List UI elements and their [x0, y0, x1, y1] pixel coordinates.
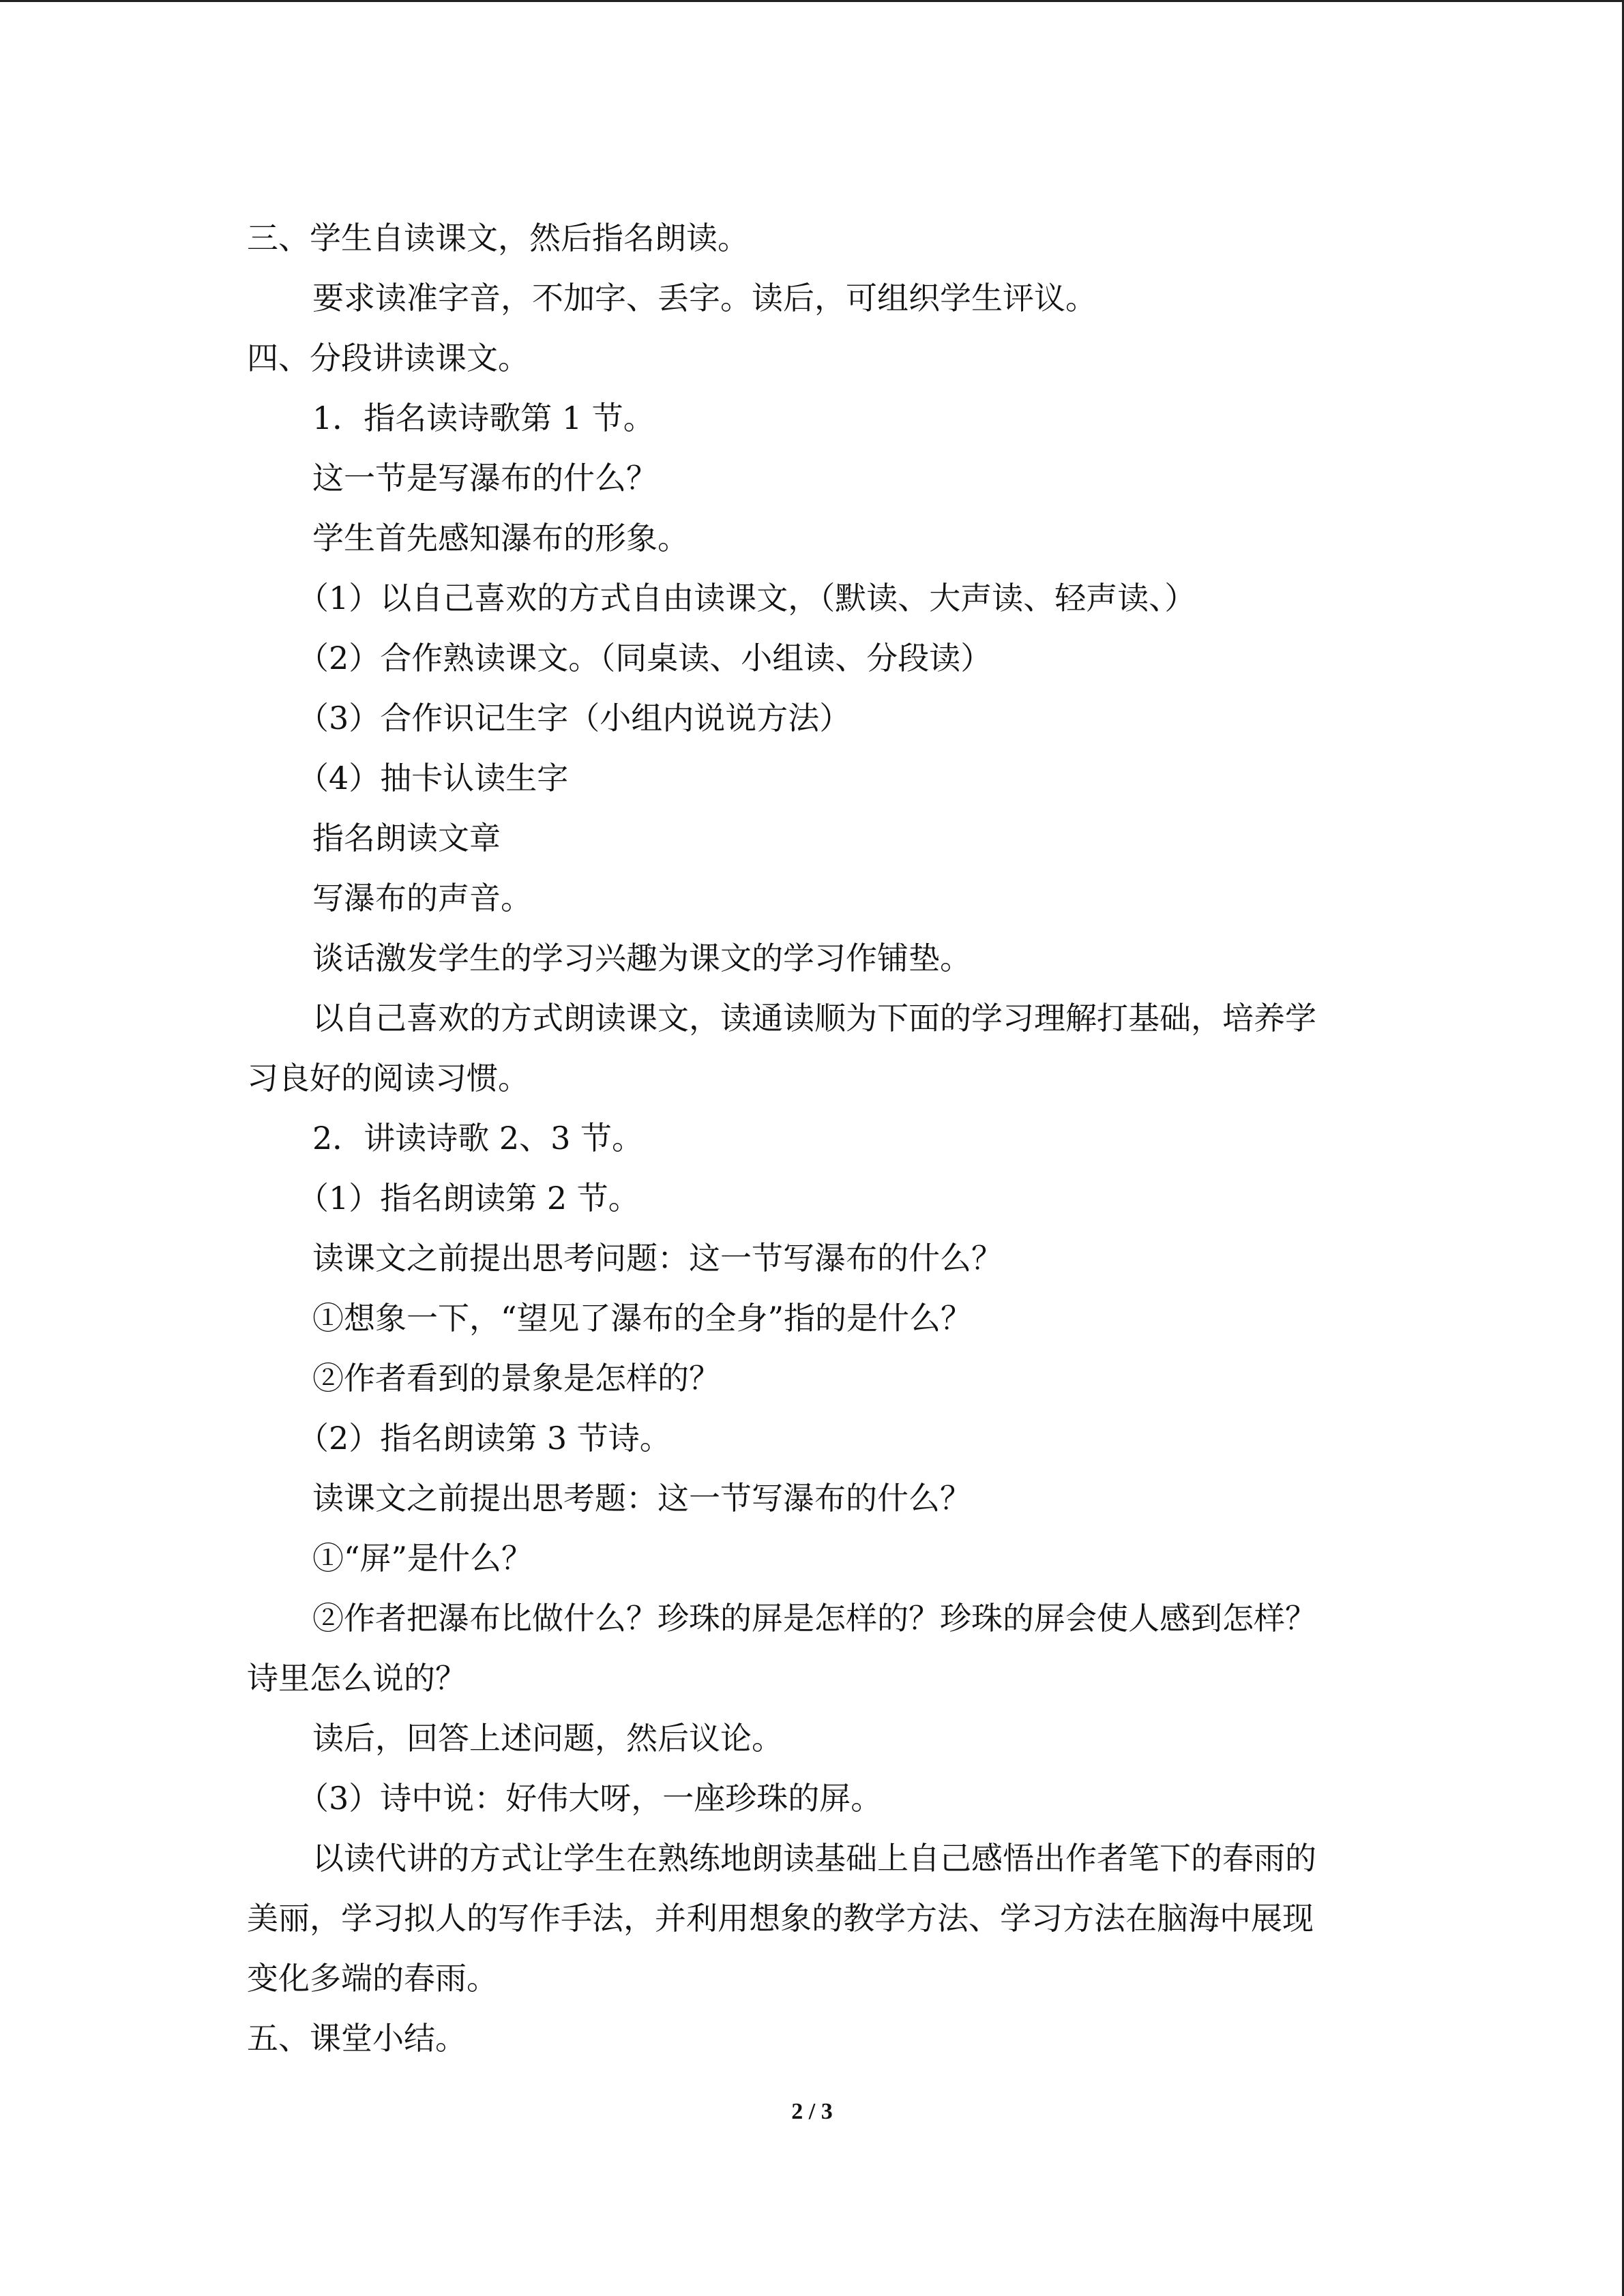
page-number: 2 / 3 [791, 2099, 833, 2124]
text-line: 写瀑布的声音。 [312, 880, 532, 916]
text-line: （1）以自己喜欢的方式自由读课文，（默读、大声读、轻声读、） [297, 580, 1196, 616]
text-line: ①“屏”是什么？ [312, 1540, 533, 1577]
text-line: 美丽，学习拟人的写作手法，并利用想象的教学方法、学习方法在脑海中展现 [247, 1900, 1314, 1937]
text-line: （1）指名朗读第 2 节。 [297, 1180, 640, 1217]
text-line: （3）合作识记生字（小组内说说方法） [297, 700, 851, 736]
text-line: 习良好的阅读习惯。 [247, 1060, 529, 1097]
text-line: （4）抽卡认读生字 [297, 760, 569, 796]
text-line: ①想象一下，“望见了瀑布的全身”指的是什么？ [312, 1300, 973, 1337]
text-line: 以自己喜欢的方式朗读课文，读通读顺为下面的学习理解打基础，培养学 [312, 1000, 1316, 1037]
text-line: 2．讲读诗歌 2、3 节。 [312, 1120, 644, 1157]
text-line: 读后，回答上述问题，然后议论。 [312, 1720, 783, 1757]
text-line: 四、分段讲读课文。 [247, 340, 529, 376]
text-line: 以读代讲的方式让学生在熟练地朗读基础上自己感悟出作者笔下的春雨的 [312, 1840, 1316, 1877]
text-line: 读课文之前提出思考题：这一节写瀑布的什么？ [312, 1480, 971, 1517]
text-line: （2）合作熟读课文。（同桌读、小组读、分段读） [297, 640, 992, 676]
document-body [247, 208, 1365, 2068]
text-line: 谈话激发学生的学习兴趣为课文的学习作铺垫。 [312, 940, 971, 976]
text-line: 读课文之前提出思考问题：这一节写瀑布的什么？ [312, 1240, 1003, 1277]
text-line: （3）诗中说：好伟大呀，一座珍珠的屏。 [297, 1780, 883, 1817]
text-line: 这一节是写瀑布的什么？ [312, 460, 658, 496]
text-line: 学生首先感知瀑布的形象。 [312, 520, 689, 556]
text-line: 变化多端的春雨。 [247, 1960, 498, 1997]
text-line: ②作者把瀑布比做什么？珍珠的屏是怎样的？珍珠的屏会使人感到怎样？ [312, 1600, 1316, 1637]
text-line: 诗里怎么说的？ [247, 1660, 467, 1697]
text-line: ②作者看到的景象是怎样的？ [312, 1360, 720, 1397]
text-line: 要求读准字音，不加字、丢字。读后，可组织学生评议。 [312, 280, 1097, 316]
text-line: （2）指名朗读第 3 节诗。 [297, 1420, 671, 1457]
text-line: 三、学生自读课文，然后指名朗读。 [247, 220, 749, 256]
text-line: 五、课堂小结。 [247, 2020, 467, 2057]
text-line: 指名朗读文章 [312, 820, 501, 856]
text-line: 1．指名读诗歌第 1 节。 [312, 400, 655, 436]
